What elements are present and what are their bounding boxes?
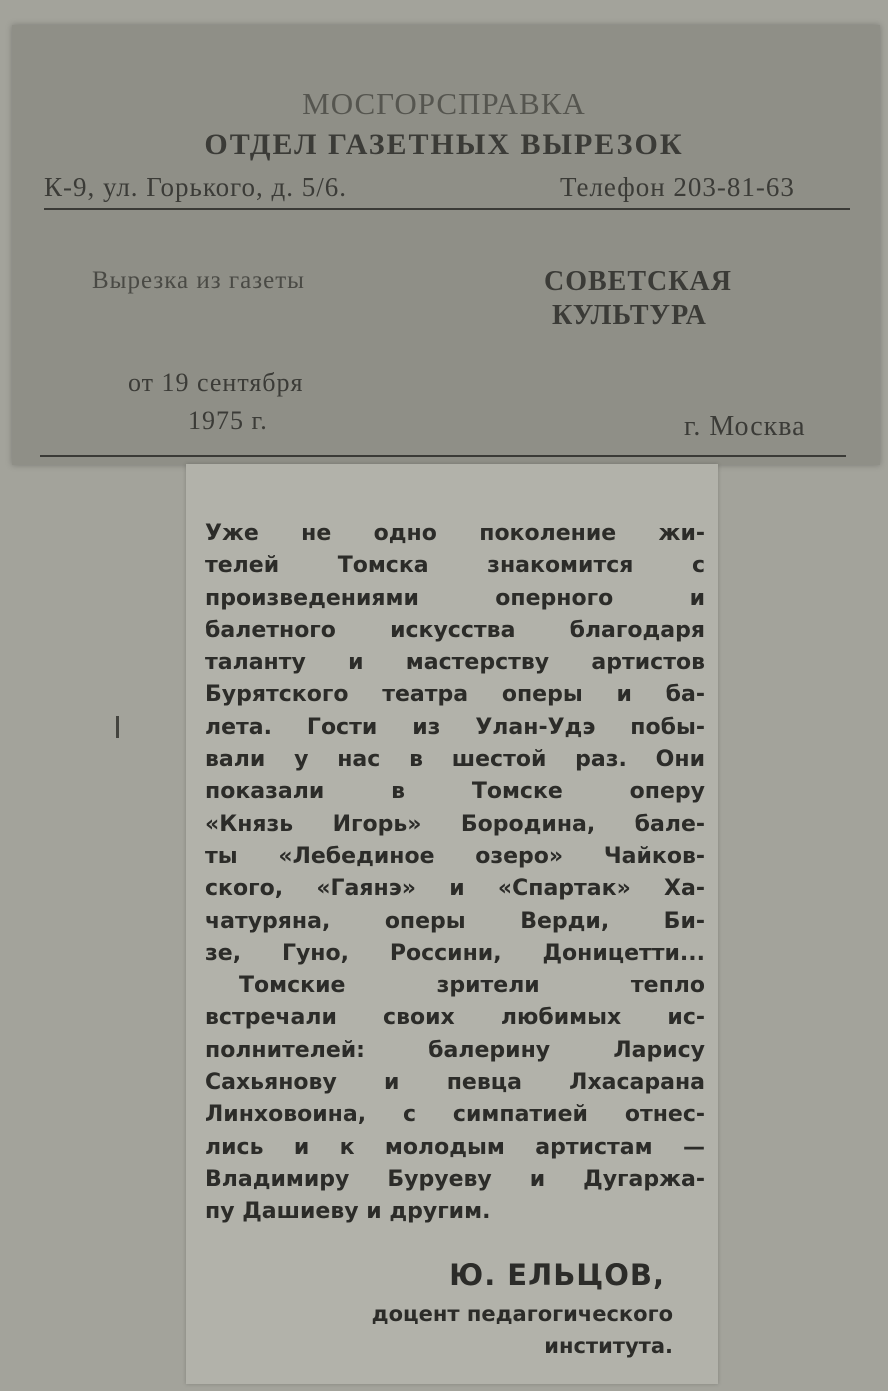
header-divider-top [44, 208, 850, 210]
article-line: ского, «Гаянэ» и «Спартак» Ха- [205, 876, 705, 902]
article-line: «Князь Игорь» Бородина, бале- [205, 811, 705, 837]
article-line: ты «Лебединое озеро» Чайков- [205, 843, 705, 869]
margin-mark [116, 716, 119, 738]
article-line: Бурятского театра оперы и ба- [205, 682, 705, 708]
author-position-line2: института. [544, 1334, 673, 1358]
author-position-line1: доцент педагогического [371, 1302, 673, 1326]
department-title: ОТДЕЛ ГАЗЕТНЫХ ВЫРЕЗОК [204, 128, 684, 161]
article-line: Владимиру Буруеву и Дугаржа- [205, 1166, 705, 1192]
article-line: Томские зрители тепло [239, 973, 705, 999]
clip-label: Вырезка из газеты [92, 267, 305, 294]
publication-year: 1975 г. [188, 406, 268, 435]
newspaper-name-line1: СОВЕТСКАЯ [544, 266, 732, 297]
article-line: вали у нас в шестой раз. Они [205, 747, 705, 773]
article-line: показали в Томске оперу [205, 779, 705, 805]
article-line: чатуряна, оперы Верди, Би- [205, 908, 705, 934]
article-line: зе, Гуно, Россини, Доницетти... [205, 940, 705, 966]
article-body [205, 518, 705, 1229]
article-line: пу Дашиеву и другим. [205, 1199, 491, 1225]
article-line: Уже не одно поколение жи- [205, 521, 705, 546]
article-line: балетного искусства благодаря [205, 617, 705, 643]
article-line: произведениями оперного и [205, 585, 705, 611]
org-name: МОСГОРСПРАВКА [302, 86, 586, 121]
article-line: Сахьянову и певца Лхасарана [205, 1070, 705, 1096]
article-line: телей Томска знакомится с [205, 553, 705, 579]
article-line: лета. Гости из Улан-Удэ побы- [205, 714, 705, 740]
article-line: полнителей: балерину Ларису [205, 1037, 705, 1063]
phone-text: Телефон 203-81-63 [560, 172, 795, 202]
publication-date: от 19 сентября [128, 368, 304, 397]
publication-city: г. Москва [684, 411, 806, 442]
article-line: встречали своих любимых ис- [205, 1005, 705, 1031]
header-divider-bottom [40, 455, 846, 457]
newspaper-name-line2: КУЛЬТУРА [552, 300, 707, 331]
article-line: Линховоина, с симпатией отнес- [205, 1102, 705, 1128]
address-text: К-9, ул. Горького, д. 5/6. [44, 172, 347, 202]
article-line: таланту и мастерству артистов [205, 650, 705, 676]
author-name: Ю. ЕЛЬЦОВ, [449, 1258, 665, 1292]
article-line: лись и к молодым артистам — [205, 1134, 705, 1160]
